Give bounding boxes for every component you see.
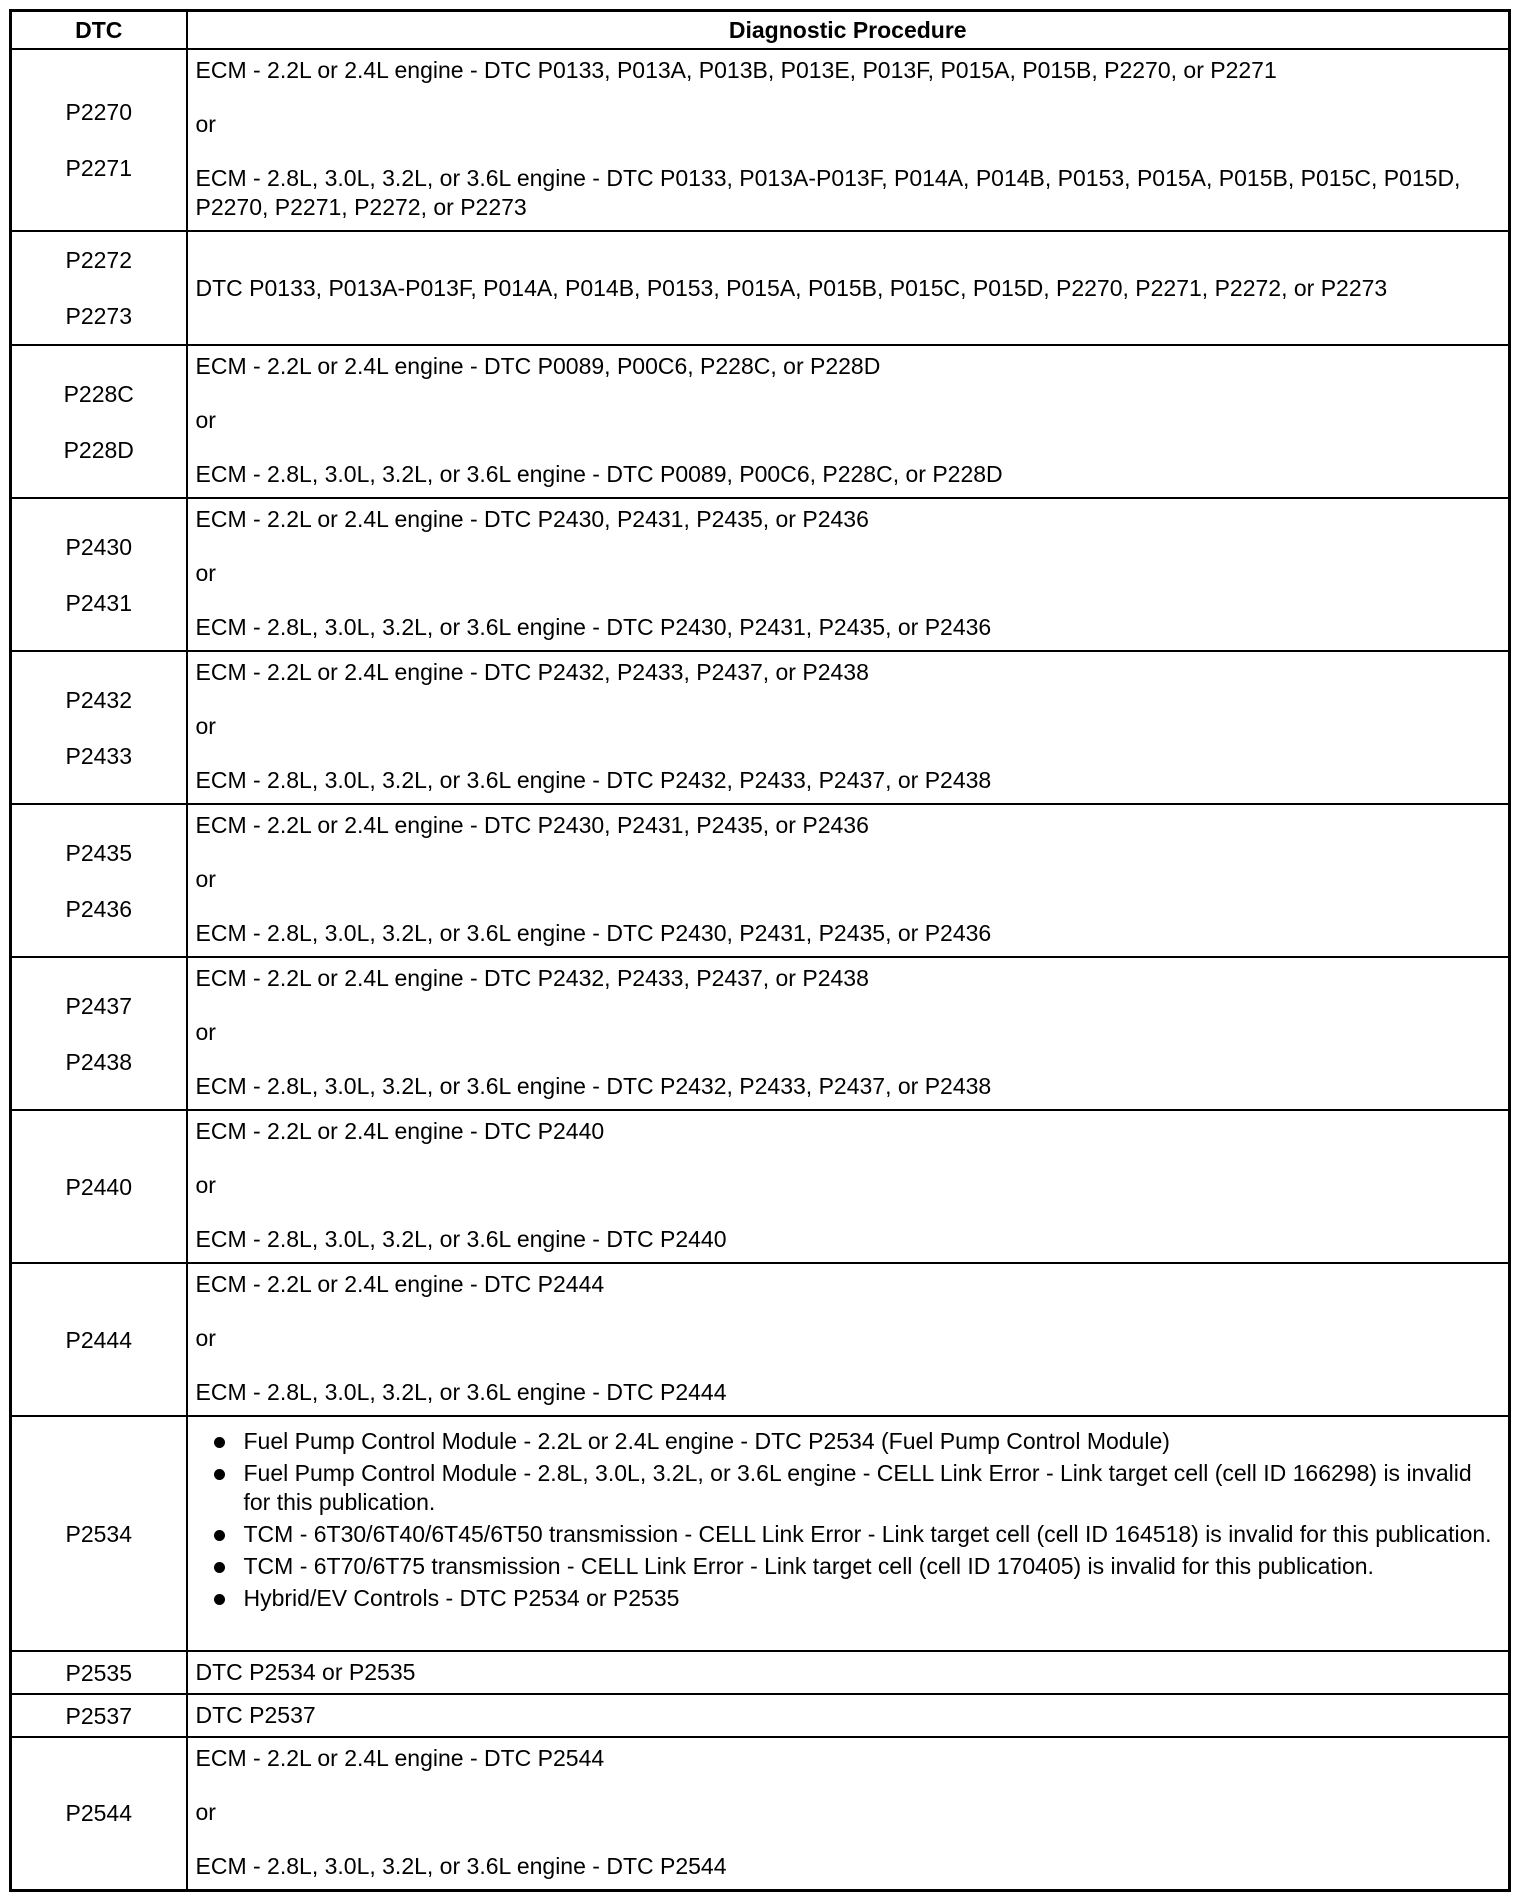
procedure-cell — [187, 498, 1510, 651]
dtc-code-cell — [11, 49, 187, 231]
procedure-link[interactable]: ECM - 2.8L, 3.0L, 3.2L, or 3.6L engine - DTC P2430, P2431, P2435, or P2436 — [195, 614, 992, 640]
or-separator: or — [195, 1799, 216, 1825]
dtc-code: P2544 — [65, 1800, 132, 1827]
or-separator: or — [195, 1172, 216, 1198]
table-row — [11, 1694, 1510, 1737]
dtc-code-cell — [11, 651, 187, 804]
or-separator: or — [195, 1325, 216, 1351]
table-row — [11, 1263, 1510, 1416]
procedure-link[interactable]: Fuel Pump Control Module - 2.2L or 2.4L engine - DTC P2534 (Fuel Pump Control Module) — [243, 1428, 1170, 1454]
procedure-link[interactable]: ECM - 2.8L, 3.0L, 3.2L, or 3.6L engine - DTC P2440 — [195, 1226, 727, 1252]
dtc-code-cell — [11, 1651, 187, 1694]
dtc-code: P2272 — [65, 247, 132, 273]
dtc-code: P2431 — [65, 589, 132, 616]
dtc-code: P2435 — [65, 839, 132, 866]
dtc-code: P2534 — [65, 1520, 132, 1547]
list-item — [196, 1427, 1501, 1456]
procedure-link[interactable]: ECM - 2.8L, 3.0L, 3.2L, or 3.6L engine - DTC P2432, P2433, P2437, or P2438 — [195, 1073, 992, 1099]
dtc-code: P228C — [63, 380, 134, 407]
dtc-code: P2271 — [65, 155, 132, 181]
procedure-link[interactable]: ECM - 2.2L or 2.4L engine - DTC P2544 — [195, 1745, 605, 1771]
dtc-table-page — [9, 9, 1511, 1879]
or-separator: or — [195, 407, 216, 433]
procedure-cell — [187, 651, 1510, 804]
procedure-link[interactable]: DTC P0133, P013A-P013F, P014A, P014B, P0153, P015A, P015B, P015C, P015D, P2270, P2271, P2272, or P2273 — [195, 274, 1388, 301]
procedure-text: TCM - 6T30/6T40/6T45/6T50 transmission - CELL Link Error - Link target cell (cell ID 164518) is invalid for this publication. — [243, 1521, 1492, 1547]
procedure-link[interactable]: ECM - 2.2L or 2.4L engine - DTC P2430, P2431, P2435, or P2436 — [195, 812, 869, 838]
procedure-cell — [187, 1651, 1510, 1694]
list-item — [196, 1520, 1501, 1549]
procedure-cell — [187, 49, 1510, 231]
dtc-code-cell — [11, 345, 187, 498]
procedure-link[interactable]: ECM - 2.8L, 3.0L, 3.2L, or 3.6L engine - DTC P0133, P013A-P013F, P014A, P014B, P0153, P015A, P015B, P015C, P015D, P2270, P2271, P2272, or P2273 — [195, 165, 1461, 220]
procedure-cell — [187, 1263, 1510, 1416]
dtc-code: P2537 — [65, 1702, 132, 1729]
dtc-code-cell — [11, 1694, 187, 1737]
dtc-code-cell — [11, 1416, 187, 1651]
table-row — [11, 49, 1510, 231]
procedure-link[interactable]: ECM - 2.2L or 2.4L engine - DTC P2432, P2433, P2437, or P2438 — [195, 965, 869, 991]
or-separator: or — [195, 866, 216, 892]
dtc-code-cell — [11, 1263, 187, 1416]
dtc-code-cell — [11, 231, 187, 345]
dtc-code: P2436 — [65, 895, 132, 922]
table-row — [11, 498, 1510, 651]
procedure-link[interactable]: ECM - 2.8L, 3.0L, 3.2L, or 3.6L engine - DTC P2444 — [195, 1379, 727, 1405]
procedure-text: Fuel Pump Control Module - 2.8L, 3.0L, 3.2L, or 3.6L engine - CELL Link Error - Link target cell (cell ID 166298) is invalid for this publication. — [243, 1460, 1472, 1515]
dtc-code: P228D — [63, 436, 134, 463]
column-header-procedure: Diagnostic Procedure — [187, 11, 1510, 50]
procedure-cell — [187, 1110, 1510, 1263]
dtc-code: P2437 — [65, 992, 132, 1019]
list-item — [196, 1584, 1501, 1613]
table-row — [11, 957, 1510, 1110]
table-row — [11, 1110, 1510, 1263]
procedure-cell — [187, 1694, 1510, 1737]
dtc-code-cell — [11, 804, 187, 957]
dtc-code: P2535 — [65, 1659, 132, 1686]
procedure-link[interactable]: DTC P2537 — [195, 1702, 316, 1728]
procedure-link[interactable]: ECM - 2.8L, 3.0L, 3.2L, or 3.6L engine - DTC P2544 — [195, 1853, 727, 1879]
dtc-code-cell — [11, 1110, 187, 1263]
dtc-code: P2444 — [65, 1326, 132, 1353]
table-row — [11, 231, 1510, 345]
procedure-link[interactable]: Hybrid/EV Controls - DTC P2534 or P2535 — [243, 1585, 680, 1611]
procedure-link[interactable]: ECM - 2.2L or 2.4L engine - DTC P0089, P00C6, P228C, or P228D — [195, 353, 881, 379]
procedure-cell — [187, 231, 1510, 345]
procedure-cell — [187, 1737, 1510, 1890]
column-header-dtc: DTC — [11, 11, 187, 50]
dtc-code-cell — [11, 498, 187, 651]
table-row — [11, 1737, 1510, 1890]
procedure-text: TCM - 6T70/6T75 transmission - CELL Link Error - Link target cell (cell ID 170405) is invalid for this publication. — [243, 1553, 1374, 1579]
dtc-code: P2438 — [65, 1048, 132, 1075]
dtc-code-cell — [11, 1737, 187, 1890]
procedure-link[interactable]: ECM - 2.8L, 3.0L, 3.2L, or 3.6L engine - DTC P2432, P2433, P2437, or P2438 — [195, 767, 992, 793]
procedure-cell — [187, 345, 1510, 498]
bullet-icon — [214, 1530, 225, 1541]
dtc-code: P2432 — [65, 686, 132, 713]
dtc-code: P2430 — [65, 533, 132, 560]
bullet-icon — [214, 1562, 225, 1573]
dtc-code: P2270 — [65, 99, 132, 125]
table-header-row — [11, 11, 1510, 50]
procedure-link[interactable]: ECM - 2.2L or 2.4L engine - DTC P2440 — [195, 1118, 605, 1144]
dtc-table — [9, 9, 1511, 1892]
procedure-cell — [187, 957, 1510, 1110]
bullet-icon — [214, 1469, 225, 1480]
dtc-code: P2433 — [65, 742, 132, 769]
dtc-code: P2440 — [65, 1173, 132, 1200]
procedure-link[interactable]: ECM - 2.2L or 2.4L engine - DTC P2432, P2433, P2437, or P2438 — [195, 659, 869, 685]
table-row — [11, 1416, 1510, 1651]
list-item — [196, 1552, 1501, 1581]
table-row — [11, 804, 1510, 957]
or-separator: or — [195, 111, 216, 137]
or-separator: or — [195, 713, 216, 739]
or-separator: or — [195, 560, 216, 586]
procedure-link[interactable]: ECM - 2.8L, 3.0L, 3.2L, or 3.6L engine - DTC P0089, P00C6, P228C, or P228D — [195, 461, 1003, 487]
procedure-link[interactable]: DTC P2534 or P2535 — [195, 1659, 416, 1685]
or-separator: or — [195, 1019, 216, 1045]
bullet-icon — [214, 1437, 225, 1448]
table-row — [11, 651, 1510, 804]
table-row — [11, 1651, 1510, 1694]
procedure-cell — [187, 1416, 1510, 1651]
dtc-code-cell — [11, 957, 187, 1110]
list-item — [196, 1459, 1501, 1517]
procedure-link[interactable]: ECM - 2.2L or 2.4L engine - DTC P2444 — [195, 1271, 605, 1297]
table-row — [11, 345, 1510, 498]
procedure-bullet-list — [196, 1427, 1501, 1613]
bullet-icon — [214, 1594, 225, 1605]
procedure-link[interactable]: ECM - 2.2L or 2.4L engine - DTC P2430, P2431, P2435, or P2436 — [195, 506, 869, 532]
procedure-cell — [187, 804, 1510, 957]
procedure-link[interactable]: ECM - 2.2L or 2.4L engine - DTC P0133, P013A, P013B, P013E, P013F, P015A, P015B, P2270, or P2271 — [195, 57, 1277, 83]
dtc-code: P2273 — [65, 303, 132, 329]
procedure-link[interactable]: ECM - 2.8L, 3.0L, 3.2L, or 3.6L engine - DTC P2430, P2431, P2435, or P2436 — [195, 920, 992, 946]
